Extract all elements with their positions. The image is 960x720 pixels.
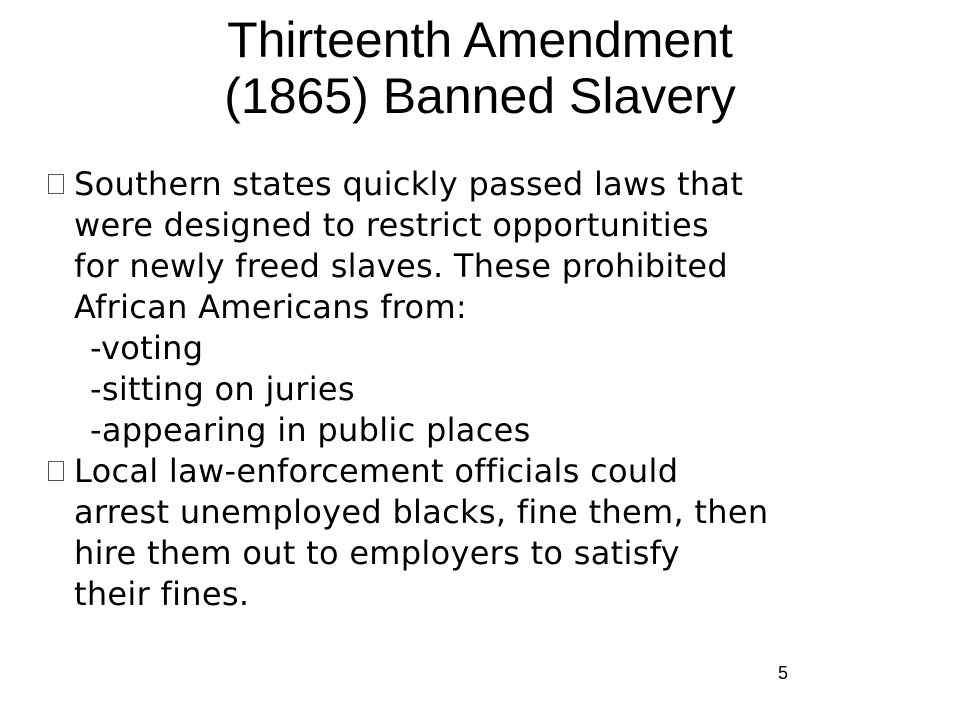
bullet-text-line: hire them out to employers to satisfy (74, 534, 680, 572)
bullet-item (46, 451, 926, 615)
sub-list-item: -voting (90, 329, 204, 367)
sub-list-item: -appearing in public places (90, 411, 531, 449)
bullet-marker-icon (48, 174, 64, 194)
sub-list-item: -sitting on juries (90, 370, 355, 408)
title-line: (1865) Banned Slavery (224, 68, 736, 124)
title-line: Thirteenth Amendment (227, 12, 733, 68)
bullet-text-line: Local law-enforcement officials could (74, 452, 679, 490)
bullet-item (46, 164, 926, 451)
slide-body (46, 164, 926, 615)
bullet-text-line: African Americans from: (74, 288, 467, 326)
bullet-text-line: arrest unemployed blacks, fine them, then (74, 493, 769, 531)
bullet-text-line: Southern states quickly passed laws that (74, 165, 744, 203)
bullet-text-line: were designed to restrict opportunities (74, 206, 709, 244)
page-number: 5 (778, 663, 789, 683)
bullet-text-line: for newly freed slaves. These prohibited (74, 247, 729, 285)
bullet-marker-icon (48, 461, 64, 481)
slide-title (0, 12, 960, 124)
bullet-text-line: their fines. (74, 575, 250, 613)
